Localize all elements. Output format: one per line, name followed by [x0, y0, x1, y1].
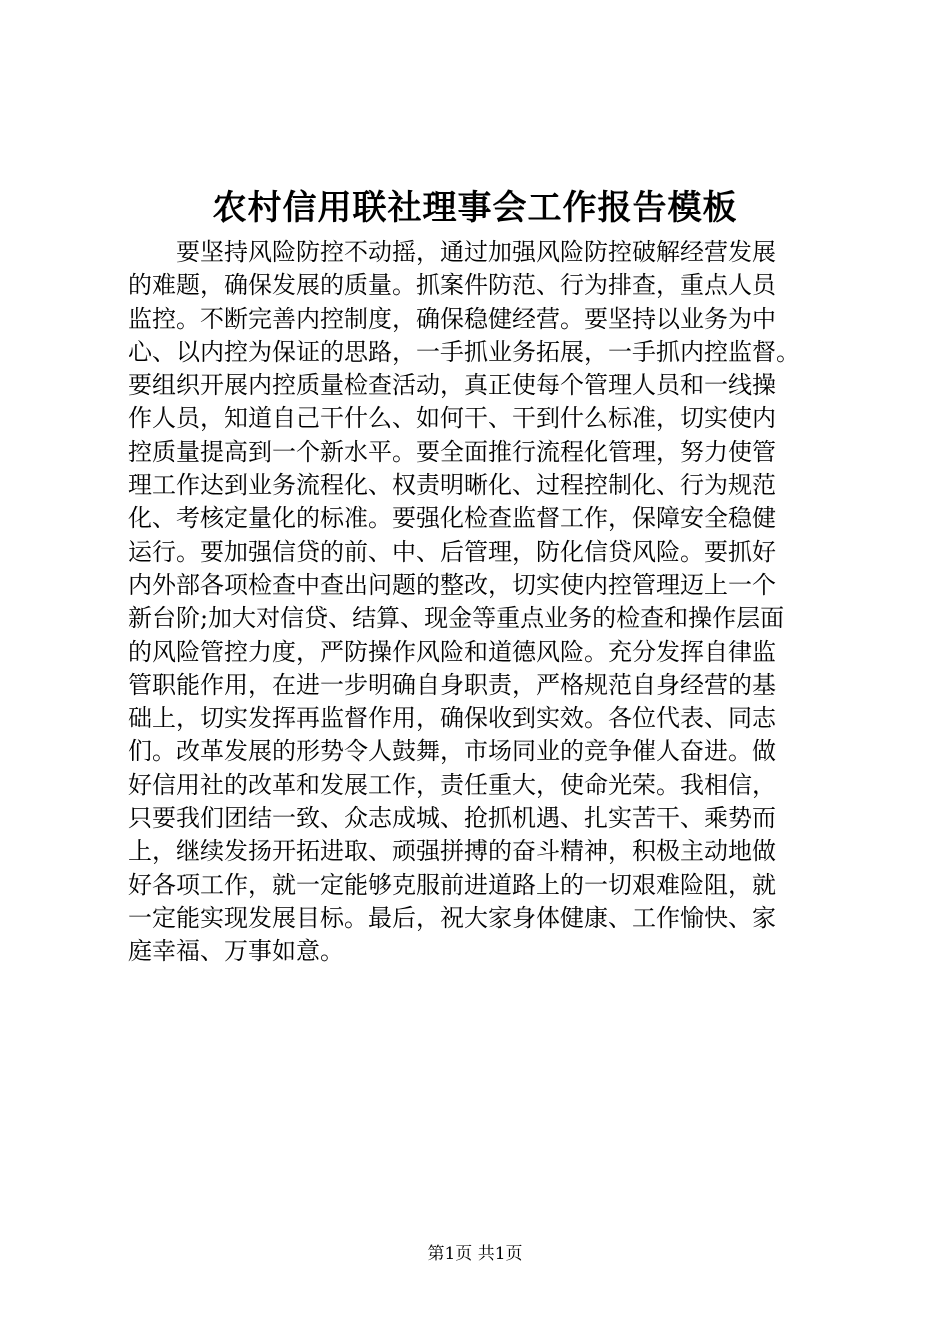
document-body: 要坚持风险防控不动摇，通过加强风险防控破解经营发展 的难题，确保发展的质量。抓案件防范、行为排查，重点人员 监控。不断完善内控制度，确保稳健经营。要坚持以业务为中 心、以内控为保证的思路，一手抓业务拓展，一手抓内控监督。 要组织开展内控质量检查活动，真正使每个管理人员和一线操 作人员，知道自己干什么、如何干、干到什么标准，切实使内 控质量提高到一个新水平。要全面推行流程化管理，努力使管 理工作达到业务流程化、权责明晰化、过程控制化、行为规范 化、考核定量化的标准。要强化检查监督工作，保障安全稳健 运行。要加强信贷的前、中、后管理，防化信贷风险。要抓好 内外部各项检查中查出问题的整改，切实使内控管理迈上一个 新台阶;加大对信贷、结算、现金等重点业务的检查和操作层面 的风险管控力度，严防操作风险和道德风险。充分发挥自律监 管职能作用，在进一步明确自身职责，严格规范自身经营的基 础上，切实发挥再监督作用，确保收到实效。各位代表、同志 们。改革发展的形势令人鼓舞，市场同业的竞争催人奋进。做 好信用社的改革和发展工作，责任重大，使命光荣。我相信， 只要我们团结一致、众志成城、抢抓机遇、扎实苦干、乘势而 上，继续发扬开拓进取、顽强拼搏的奋斗精神，积极主动地做 好各项工作，就一定能够克服前进道路上的一切艰难险阻，就 一定能实现发展目标。最后，祝大家身体健康、工作愉快、家 庭幸福、万事如意。 [128, 238, 800, 966]
page-number-footer: 第1页 共1页 [427, 1244, 523, 1264]
document-title: 农村信用联社理事会工作报告模板 [212, 188, 738, 228]
